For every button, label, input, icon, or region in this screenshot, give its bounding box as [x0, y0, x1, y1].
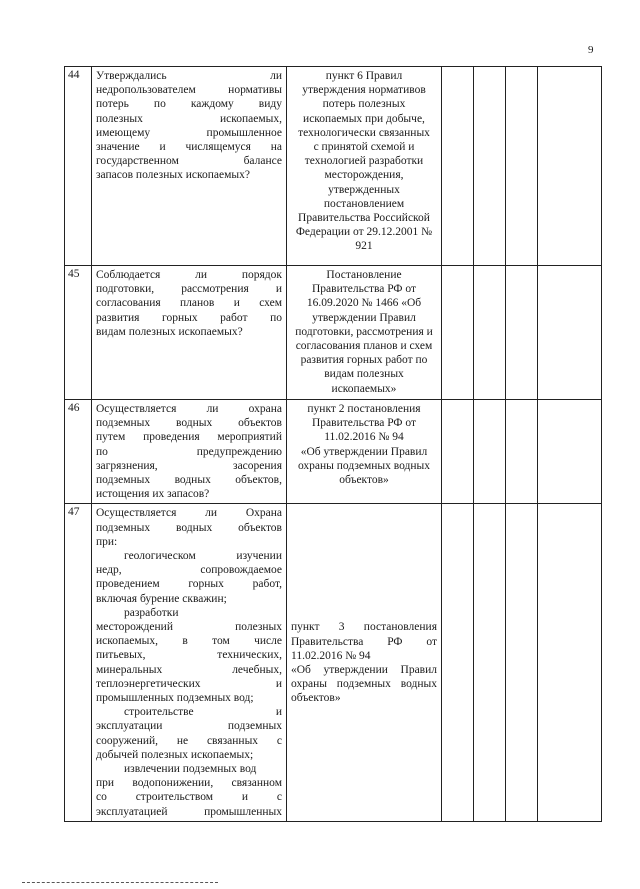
question-line: геологическом изучении: [124, 550, 282, 563]
table-row: [65, 400, 602, 504]
answer-cell-na: [506, 504, 538, 822]
question-line: извлечении подземных вод: [124, 763, 257, 776]
question-cell: [92, 266, 287, 400]
question-line: месторождений полезных: [96, 621, 282, 634]
question-line: видам полезных ископаемых?: [96, 325, 243, 338]
notes-cell: [538, 400, 602, 504]
reference-line: месторождения,: [324, 169, 404, 182]
reference-line: Федерации от 29.12.2001 №: [295, 226, 433, 239]
question-line: загрязнения, засорения: [96, 459, 282, 472]
row-number: 44: [65, 67, 92, 266]
reference-line: Постановление: [326, 269, 402, 281]
question-line: Утверждались ли: [96, 70, 282, 82]
question-line: государственном балансе: [96, 155, 282, 168]
question-line: строительстве и: [124, 706, 282, 719]
question-line: подземных водных объектов,: [96, 474, 282, 487]
question-line: согласования планов и схем: [96, 297, 282, 310]
reference-line: подготовки, рассмотрения и: [295, 325, 433, 338]
question-line: разработки: [124, 606, 179, 619]
reference-line: ископаемых»: [331, 382, 397, 395]
reference-line: развития горных работ по: [300, 354, 428, 367]
question-line: недр, сопровождаемое: [96, 564, 282, 577]
question-line: Соблюдается ли порядок: [96, 269, 282, 281]
question-line: потерь по каждому виду: [96, 98, 282, 111]
reference-line: охраны подземных водных: [291, 678, 437, 691]
reference-line: 11.02.2016 № 94: [291, 649, 371, 662]
reference-line: ископаемых при добыче,: [303, 112, 425, 125]
row-number: 47: [65, 504, 92, 822]
table-row: [65, 504, 602, 822]
answer-cell-no: [474, 266, 506, 400]
question-line: подготовки, рассмотрения и: [96, 283, 282, 296]
question-line: подземных водных объектов: [96, 521, 282, 534]
answer-cell-na: [506, 67, 538, 266]
reference-cell: [287, 67, 442, 266]
answer-cell-no: [474, 400, 506, 504]
reference-line: потерь полезных: [322, 98, 406, 111]
reference-line: 921: [355, 240, 373, 253]
question-cell: [92, 400, 287, 504]
answer-cell-yes: [442, 400, 474, 504]
reference-cell: [287, 266, 442, 400]
notes-cell: [538, 266, 602, 400]
answer-cell-yes: [442, 67, 474, 266]
reference-line: 16.09.2020 № 1466 «Об: [306, 297, 422, 310]
question-line: недропользователем нормативы: [96, 84, 282, 97]
reference-line: пункт 2 постановления: [307, 403, 421, 415]
reference-line: Правительства Российской: [298, 212, 430, 225]
answer-cell-no: [474, 504, 506, 822]
table-row: [65, 67, 602, 266]
reference-line: утверждения нормативов: [302, 84, 426, 97]
question-line: теплоэнергетических и: [96, 677, 282, 690]
reference-line: согласования планов и схем: [295, 340, 433, 353]
answer-cell-na: [506, 400, 538, 504]
question-line: эксплуатацией промышленных: [96, 805, 282, 818]
reference-line: утверждении Правил: [312, 311, 416, 324]
question-line: ископаемых, в том числе: [96, 635, 282, 648]
reference-line: пункт 6 Правил: [325, 70, 403, 82]
answer-cell-yes: [442, 266, 474, 400]
reference-line: технологически связанных: [298, 126, 430, 139]
reference-line: Правительства РФ от: [311, 283, 417, 296]
reference-line: видам полезных: [324, 368, 404, 381]
reference-line: технологией разработки: [304, 155, 424, 168]
question-line: включая бурение скважин;: [96, 592, 227, 605]
question-line: значение и числящемуся на: [96, 141, 282, 154]
row-number: 45: [65, 266, 92, 400]
question-line: сооружений, не связанных с: [96, 734, 282, 747]
question-line: истощения их запасов?: [96, 488, 210, 501]
question-line: промышленных подземных вод;: [96, 692, 254, 705]
question-line: путем проведения мероприятий: [96, 431, 282, 444]
question-line: при водопонижении, связанном: [96, 777, 282, 790]
reference-line: Правительства РФ от: [311, 417, 417, 430]
reference-line: охраны подземных водных: [297, 459, 431, 472]
question-line: со строительством и с: [96, 791, 282, 804]
question-line: Осуществляется ли охрана: [96, 403, 282, 415]
question-line: по предупреждению: [96, 445, 282, 458]
answer-cell-yes: [442, 504, 474, 822]
question-line: полезных ископаемых,: [96, 112, 282, 125]
question-line: подземных водных объектов: [96, 417, 282, 430]
table-row: [65, 266, 602, 400]
reference-line: «Об утверждении Правил: [300, 445, 428, 458]
question-line: эксплуатации подземных: [96, 720, 282, 733]
reference-line: постановлением: [323, 197, 405, 210]
reference-line: Правительства РФ от: [291, 635, 437, 648]
question-line: при:: [96, 535, 118, 548]
question-cell: [92, 504, 287, 822]
reference-cell: [287, 504, 442, 822]
reference-cell: [287, 400, 442, 504]
question-cell: [92, 67, 287, 266]
question-line: имеющему промышленное: [96, 126, 282, 139]
row-number: 46: [65, 400, 92, 504]
answer-cell-no: [474, 67, 506, 266]
notes-cell: [538, 504, 602, 822]
reference-line: объектов»: [339, 474, 389, 487]
reference-line: 11.02.2016 № 94: [324, 431, 404, 444]
question-line: запасов полезных ископаемых?: [96, 169, 250, 182]
question-line: развития горных работ по: [96, 311, 282, 324]
question-line: проведением горных работ,: [96, 578, 282, 591]
question-line: минеральных лечебных,: [96, 663, 282, 676]
checklist-table: [64, 66, 602, 822]
reference-line: с принятой схемой и: [313, 141, 415, 154]
reference-line: утвержденных: [328, 183, 400, 196]
reference-line: объектов»: [291, 692, 341, 705]
question-line: добычей полезных ископаемых;: [96, 748, 254, 761]
footer-rule: [22, 882, 218, 883]
page-number: 9: [588, 44, 594, 56]
reference-line: пункт 3 постановления: [291, 621, 437, 634]
notes-cell: [538, 67, 602, 266]
answer-cell-na: [506, 266, 538, 400]
question-line: питьевых, технических,: [96, 649, 282, 662]
reference-line: «Об утверждении Правил: [291, 663, 437, 676]
question-line: Осуществляется ли Охрана: [96, 507, 282, 520]
